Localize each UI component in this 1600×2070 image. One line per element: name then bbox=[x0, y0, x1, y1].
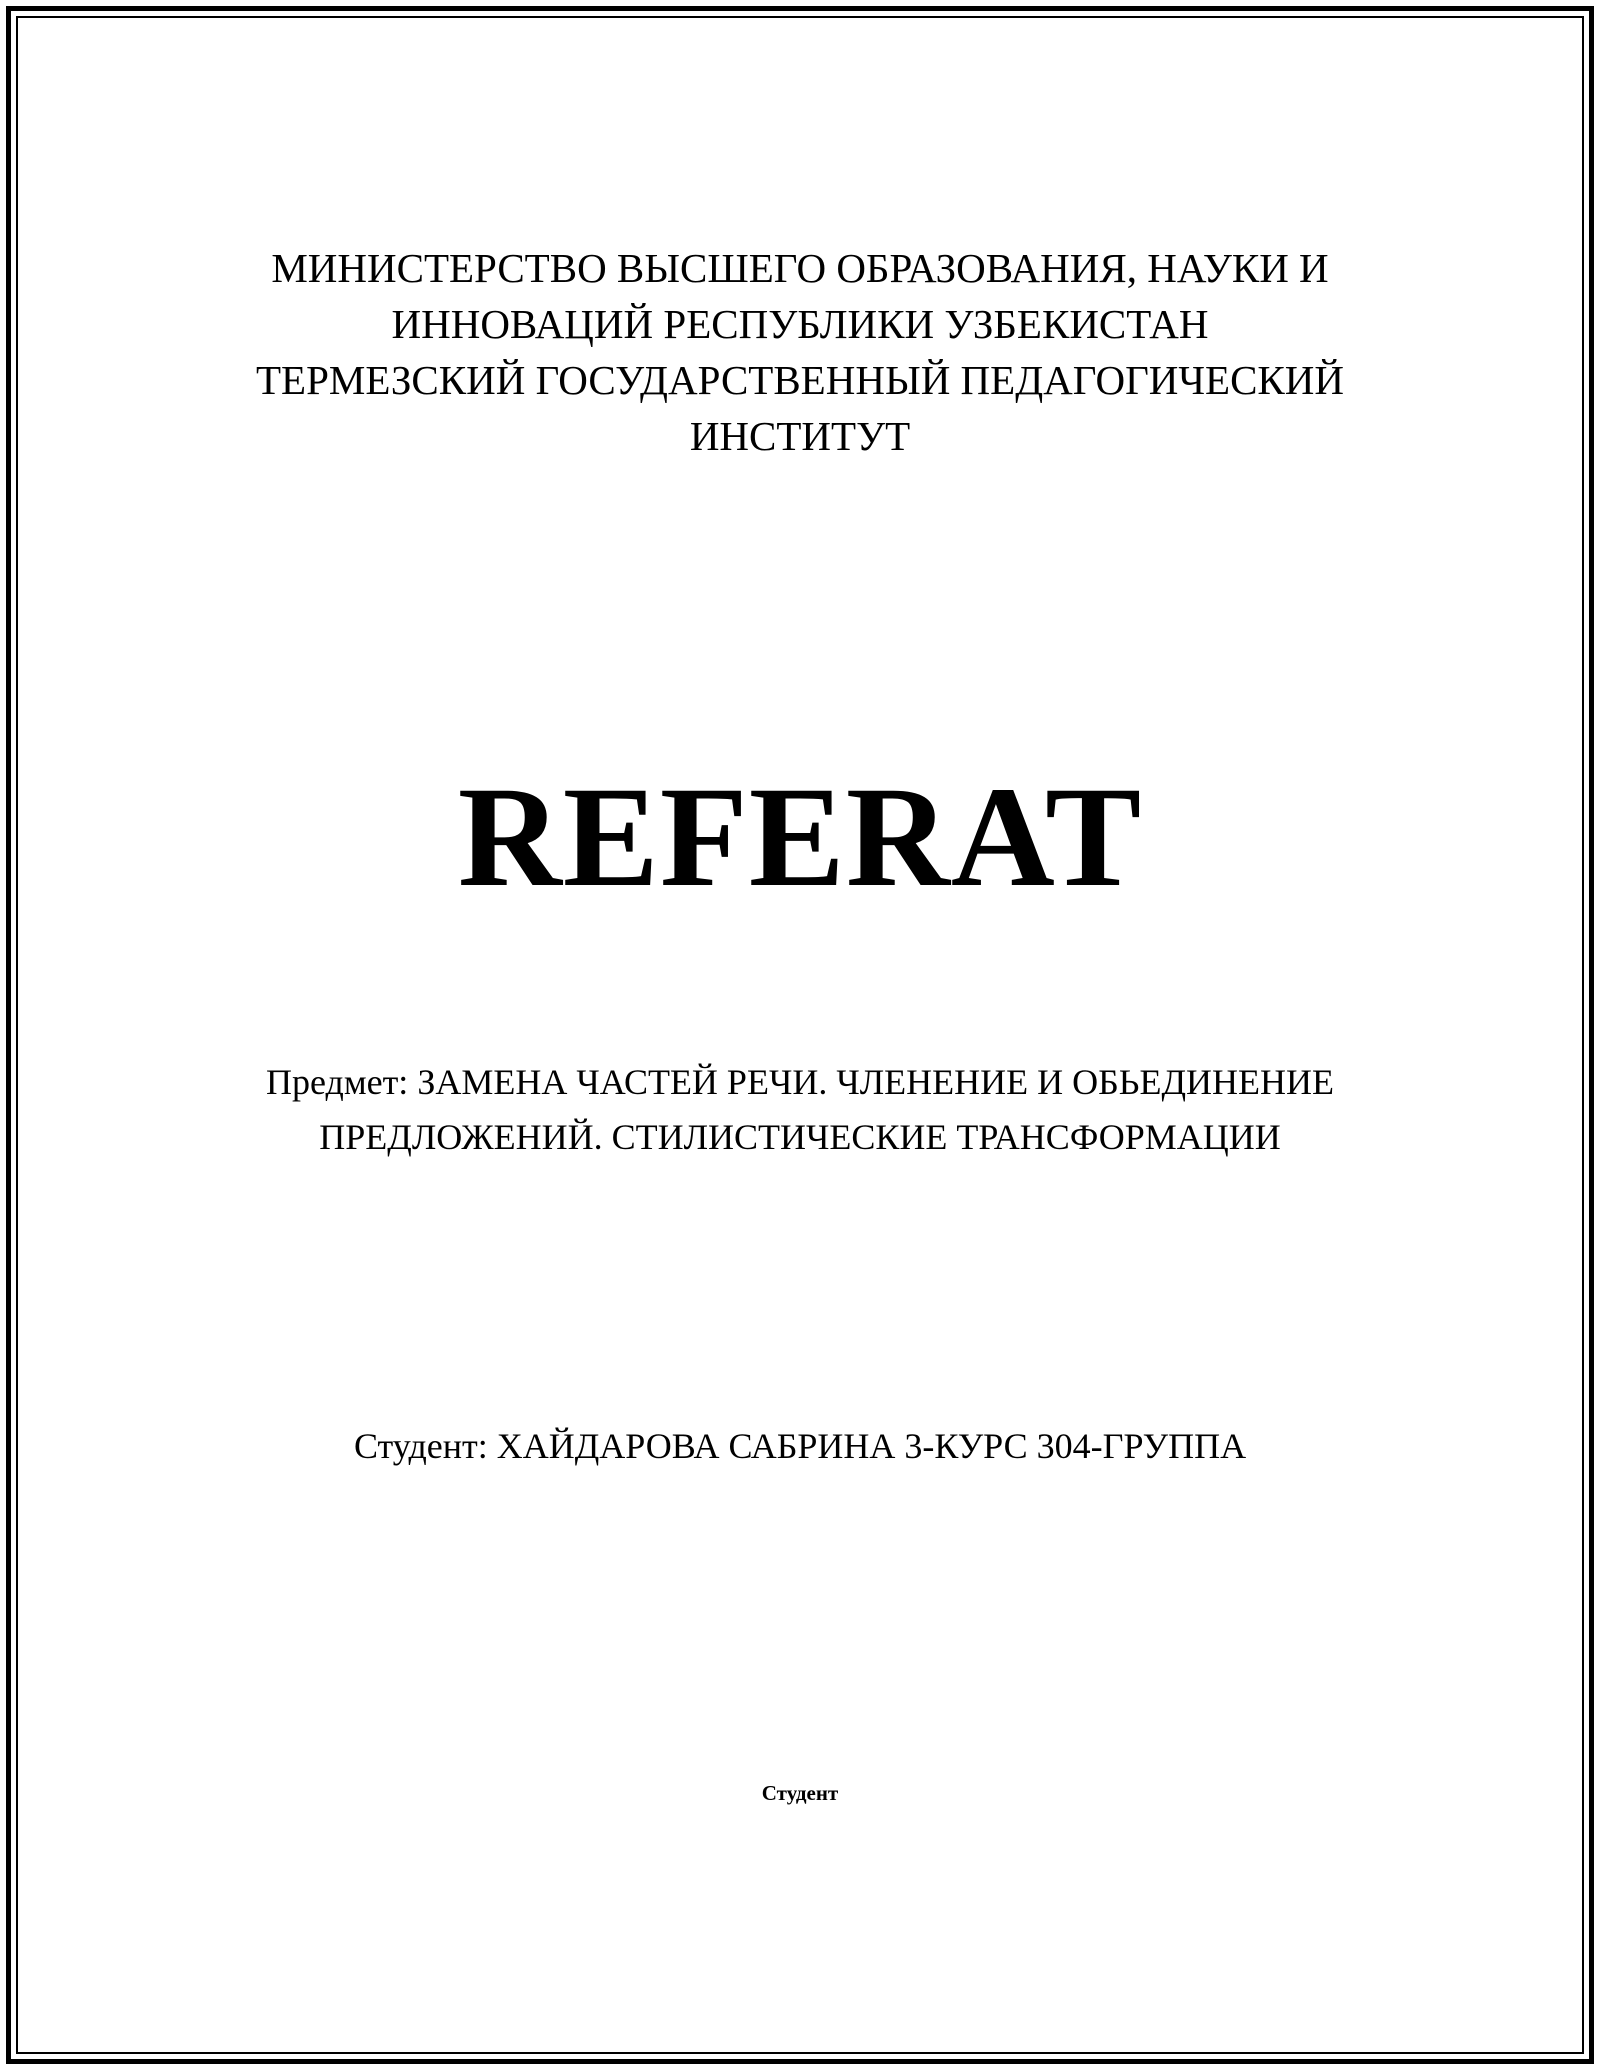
subject-line: ПРЕДЛОЖЕНИЙ. СТИЛИСТИЧЕСКИЕ ТРАНСФОРМАЦИИ bbox=[319, 1117, 1281, 1157]
student-info: Студент: ХАЙДАРОВА САБРИНА 3-КУРС 304-ГРУППА bbox=[353, 1426, 1247, 1466]
header-line: ИННОВАЦИЙ РЕСПУБЛИКИ УЗБЕКИСТАН bbox=[391, 301, 1209, 347]
subject-text bbox=[0, 1055, 1600, 1165]
document-title: REFERAT bbox=[457, 758, 1143, 917]
header-line: МИНИСТЕРСТВО ВЫСШЕГО ОБРАЗОВАНИЯ, НАУКИ И bbox=[271, 245, 1329, 291]
subject-line: Предмет: ЗАМЕНА ЧАСТЕЙ РЕЧИ. ЧЛЕНЕНИЕ И ОБЬЕДИНЕНИЕ bbox=[266, 1062, 1334, 1102]
header-line: ТЕРМЕЗСКИЙ ГОСУДАРСТВЕННЫЙ ПЕДАГОГИЧЕСКИЙ bbox=[255, 357, 1344, 403]
student-label: Студент bbox=[761, 1781, 839, 1805]
header-line: ИНСТИТУТ bbox=[689, 413, 911, 459]
institution-header bbox=[0, 240, 1600, 464]
